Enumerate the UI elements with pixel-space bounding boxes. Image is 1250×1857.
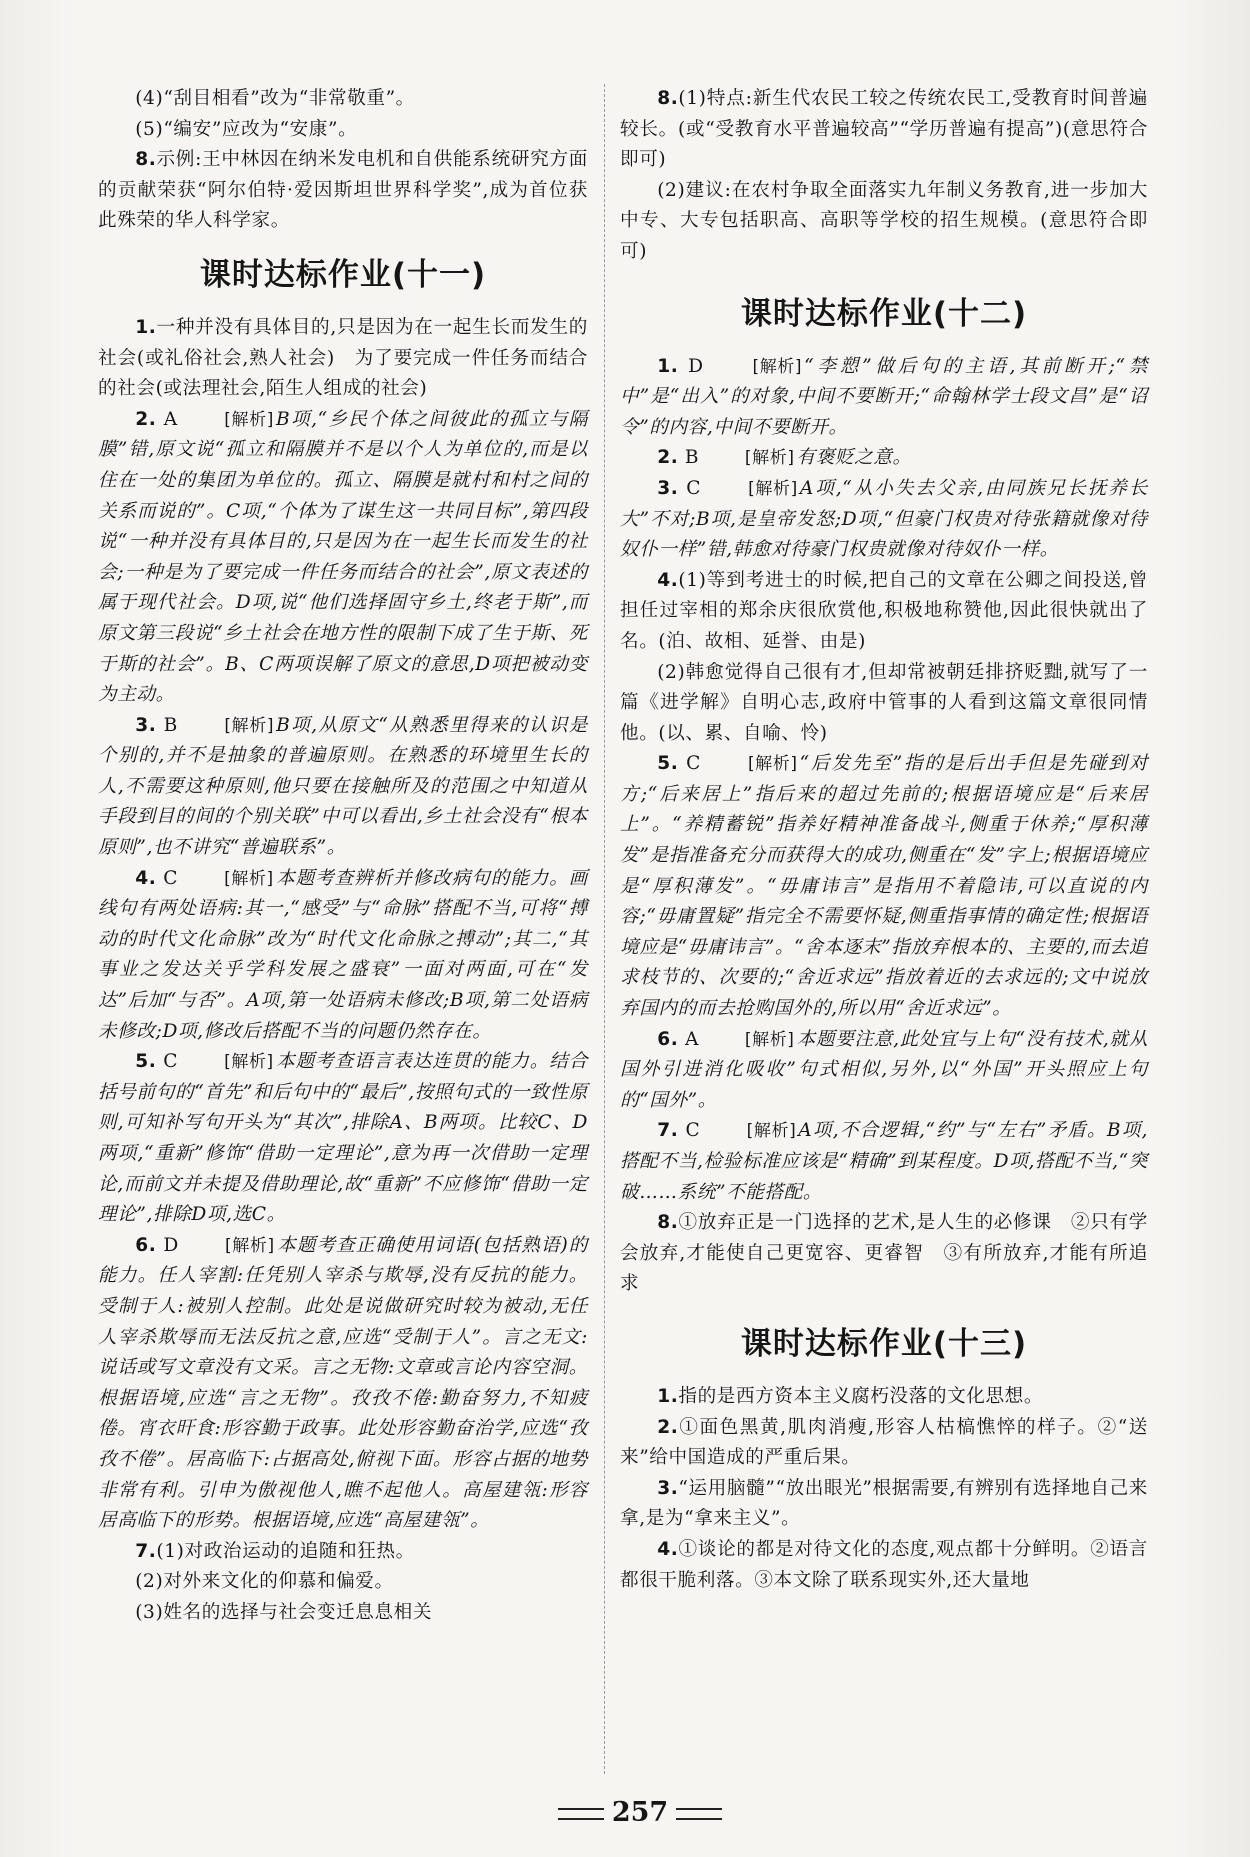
question-number: 8. — [135, 149, 157, 171]
answer-item — [98, 1231, 588, 1537]
answer-choice: B — [163, 714, 178, 736]
analysis-tag: [ 解析 ] — [186, 410, 275, 430]
section-title-13: 课时达标作业(十三) — [740, 1325, 1028, 1362]
answer-text: (1)对政治运动的追随和狂热。 — [156, 1540, 415, 1562]
analysis-text: B项,“乡民个体之间彼此的孤立与隔膜”错,原文说“孤立和隔膜并不是以个人为单位的,而是以住在一处的集团为单位的。孤立、隔膜是就村和村之间的关系而说的”。C项,“个体为了谋生这一共同目标”,第四段说“一种并没有具体目的,只是因为在一起生长而发生的社会;一种是为了要完成一件任务而结合的社会”,原文表述的属于现代社会。D项,说“他们选择固守乡土,终老于斯”,而原文第三段说“乡土社会在地方性的限制下成了生于斯、死于斯的社会”。B、C两项误解了原文的意思,D项把被动变为主动。 — [98, 408, 588, 706]
answer-item — [98, 864, 588, 1048]
question-number: 7. — [657, 1120, 679, 1142]
analysis-text: 本题考查语言表达连贯的能力。结合括号前句的“首先”和后句中的“最后”,按照句式的一致性原则,可知补写句开头为“其次”,排除A、B两项。比较C、D两项,“重新”修饰“借助一定理论”,意为再一次借助一定理论,而前文并未提及借助理论,故“重新”不应修饰“借助一定理论”,排除D项,选C。 — [98, 1051, 589, 1226]
right-column — [620, 84, 1148, 1596]
answer-choice: C — [163, 867, 179, 889]
section-title-11: 课时达标作业(十一) — [199, 256, 487, 293]
analysis-tag: [ 解析 ] — [187, 1236, 276, 1256]
question-number: 6. — [657, 1028, 679, 1050]
answer-line: (2)建议:在农村争取全面落实九年制义务教育,进一步加大中专、大专包括职高、高职等学校的招生规模。(意思符合即可) — [620, 179, 1148, 262]
answer-item — [620, 84, 1148, 176]
answer-text: (1)等到考进士的时候,把自己的文章在公卿之间投送,曾担任过宰相的郑余庆很欣赏他,积极地称赞他,因此很快就出了名。(泊、故相、延誉、由是) — [620, 569, 1148, 652]
answer-item — [620, 474, 1148, 566]
answer-text: ①谈论的都是对待文化的态度,观点都十分鲜明。②语言都很干脆利落。③本文除了联系现实外,还大量地 — [620, 1538, 1148, 1591]
answer-choice: D — [163, 1234, 179, 1256]
answer-text: (1)特点:新生代农民工较之传统农民工,受教育时间普遍较长。(或“受教育水平普遍较高”“学历普遍有提高”)(意思符合即可) — [620, 88, 1148, 171]
analysis-tag: [ 解析 ] — [714, 357, 803, 377]
question-number: 4. — [657, 1538, 679, 1560]
analysis-text: 本题考查辨析并修改病句的能力。画线句有两处语病:其一,“感受”与“命脉”搭配不当,可将“搏动的时代文化命脉”改为“时代文化命脉之搏动”;其二,“其事业之发达关乎学科发展之盛衰”一面对两面,可在“发达”后加“与否”。A项,第一处语病未修改;B项,第二处语病未修改;D项,修改后搭配不当的问题仍然存在。 — [98, 867, 589, 1042]
analysis-text: A项,“从小失去父亲,由同族兄长抚养长大”不对;B项,是皇帝发怒;D项,“但豪门权贵对待张籍就像对待奴仆一样”错,韩愈对待豪门权贵就像对待奴仆一样。 — [620, 477, 1148, 561]
question-number: 2. — [135, 408, 157, 430]
answer-item — [620, 1535, 1148, 1596]
question-number: 3. — [657, 1477, 679, 1499]
answer-line: (2)韩愈觉得自己很有才,但却常被朝廷排挤贬黜,就写了一篇《进学解》自明心志,政府中管事的人看到这篇文章很同情他。(以、累、自喻、怜) — [620, 661, 1148, 744]
page-footer — [520, 1796, 760, 1830]
question-number: 6. — [135, 1234, 157, 1256]
answer-text: 指的是西方资本主义腐朽没落的文化思想。 — [678, 1385, 1044, 1407]
question-number: 1. — [135, 316, 157, 338]
analysis-text: B项,从原文“从熟悉里得来的认识是个别的,并不是抽象的普遍原则。在熟悉的环境里生长的人,不需要这种原则,他只要在接触所及的范围之中知道从手段到目的间的个别关联”中可以看出,乡土社会没有“根本原则”,也不讲究“普遍联系”。 — [98, 714, 588, 859]
analysis-tag: [ 解析 ] — [186, 1052, 275, 1072]
answer-line: (3)姓名的选择与社会变迁息息相关 — [135, 1601, 433, 1623]
column-divider — [604, 84, 605, 1774]
footer-rule-left — [558, 1808, 604, 1820]
analysis-tag: [ 解析 ] — [710, 754, 799, 774]
analysis-tag: [ 解析 ] — [708, 1121, 797, 1141]
question-number: 4. — [135, 867, 157, 889]
answer-text: ①面色黑黄,肌肉消瘦,形容人枯槁憔悴的样子。②“送来”给中国造成的严重后果。 — [620, 1416, 1148, 1469]
answer-choice: B — [684, 447, 700, 469]
answer-item — [98, 405, 588, 711]
analysis-tag: [ 解析 ] — [710, 479, 799, 499]
question-number: 5. — [657, 753, 679, 775]
answer-item — [620, 1208, 1148, 1300]
answer-choice: C — [686, 477, 702, 499]
analysis-text: “李愬”做后句的主语,其前断开;“禁中”是“出入”的对象,中间不要断开;“命翰林学士段文昌”是“诏令”的内容,中间不要断开。 — [620, 355, 1149, 438]
section-title-12: 课时达标作业(十二) — [740, 295, 1028, 332]
answer-item — [620, 443, 1148, 474]
analysis-text: “后发先至”指的是后出手但是先碰到对方;“后来居上”指后来的超过先前的;根据语境应是“后来居上”。“养精蓄锐”指养好精神准备战斗,侧重于休养;“厚积薄发”是指准备充分而获得大的成功,侧重在“发”字上;根据语境应是“厚积薄发”。“毋庸讳言”是指用不着隐讳,可以直说的内容;“毋庸置疑”指完全不需要怀疑,侧重指事情的确定性;根据语境应是“毋庸讳言”。“舍本逐末”指放弃根本的、主要的,而去追求枝节的、次要的;“舍近求远”指放着近的去求远的;文中说放弃国内的而去抢购国外的,所以用“舍近求远”。 — [620, 753, 1149, 1020]
question-number: 5. — [135, 1051, 157, 1073]
answer-item — [98, 145, 588, 237]
answer-choice: C — [163, 1051, 179, 1073]
question-number: 1. — [657, 355, 679, 377]
question-number: 1. — [657, 1385, 679, 1407]
answer-line: (2)对外来文化的仰慕和偏爱。 — [135, 1571, 394, 1593]
answer-item — [620, 1116, 1148, 1208]
answer-choice: A — [163, 408, 178, 430]
question-number: 2. — [657, 1416, 679, 1438]
left-column — [98, 84, 588, 1629]
question-number: 2. — [657, 447, 679, 469]
analysis-text: 本题要注意,此处宜与上句“没有技术,就从国外引进消化吸收”句式相似,另外,以“外国”开头照应上句的“国外”。 — [620, 1028, 1149, 1111]
answer-item — [620, 1025, 1148, 1117]
answer-text: “运用脑髓”“放出眼光”根据需要,有辨别有选择地自己来拿,是为“拿来主义”。 — [620, 1477, 1148, 1530]
answer-text: ①放弃正是一门选择的艺术,是人生的必修课 ②只有学会放弃,才能使自己更宽容、更睿智 ③有所放弃,才能有所追求 — [620, 1212, 1148, 1295]
analysis-text: 本题考查正确使用词语(包括熟语)的能力。任人宰割:任凭别人宰杀与欺辱,没有反抗的能力。受制于人:被别人控制。此处是说做研究时较为被动,无任人宰杀欺辱而无法反抗之意,应选“受制于人”。言之无文:说话或写文章没有文采。言之无物:文章或言论内容空洞。根据语境,应选“言之无物”。孜孜不倦:勤奋努力,不知疲倦。宵衣旰食:形容勤于政事。此处形容勤奋治学,应选“孜孜不倦”。居高临下:占据高处,俯视下面。形容占据的地势非常有利。引申为傲视他人,瞧不起他人。高屋建瓴:形容居高临下的形势。根据语境,应选“高屋建瓴”。 — [98, 1234, 588, 1532]
answer-line: (4)“刮目相看”改为“非常敬重”。 — [135, 88, 415, 109]
answer-choice: C — [685, 1120, 701, 1142]
answer-text: 示例:王中林因在纳米发电机和自供能系统研究方面的贡献荣获“阿尔伯特·爱因斯坦世界科学奖”,成为首位获此殊荣的华人科学家。 — [98, 149, 588, 232]
analysis-tag: [ 解析 ] — [707, 1030, 796, 1050]
answer-choice: A — [685, 1028, 700, 1050]
question-number: 8. — [657, 88, 679, 109]
answer-choice: D — [688, 355, 704, 377]
analysis-text: 有褒贬之意。 — [796, 447, 912, 469]
answer-line: (5)“编安”应改为“安康”。 — [135, 118, 358, 140]
analysis-text: A项,不合逻辑,“约”与“左右”矛盾。B项,搭配不当,检验标准应该是“精确”到某程度。D项,搭配不当,“突破……系统”不能搭配。 — [620, 1120, 1148, 1203]
answer-item — [620, 749, 1148, 1024]
question-number: 8. — [657, 1212, 679, 1234]
question-number: 4. — [657, 569, 679, 591]
question-number: 3. — [135, 714, 157, 736]
footer-rule-right — [676, 1808, 722, 1820]
answer-item — [620, 1474, 1148, 1535]
answer-text: 一种并没有具体目的,只是因为在一起生长而发生的社会(或礼俗社会,熟人社会) 为了要完成一件任务而结合的社会(或法理社会,陌生人组成的社会) — [98, 316, 588, 400]
answer-item — [620, 1413, 1148, 1474]
answer-item — [98, 1537, 588, 1568]
question-number: 7. — [135, 1540, 157, 1562]
answer-item — [98, 711, 588, 864]
answer-item — [620, 566, 1148, 658]
answer-item — [98, 1047, 588, 1231]
analysis-tag: [ 解析 ] — [186, 869, 275, 889]
question-number: 3. — [657, 477, 679, 499]
analysis-tag: [ 解析 ] — [707, 448, 796, 468]
analysis-tag: [ 解析 ] — [186, 716, 275, 736]
answer-item — [620, 352, 1148, 444]
answer-choice: C — [686, 753, 701, 775]
answer-item — [98, 313, 588, 405]
answer-item — [620, 1382, 1148, 1413]
page-number: 257 — [611, 1797, 669, 1828]
